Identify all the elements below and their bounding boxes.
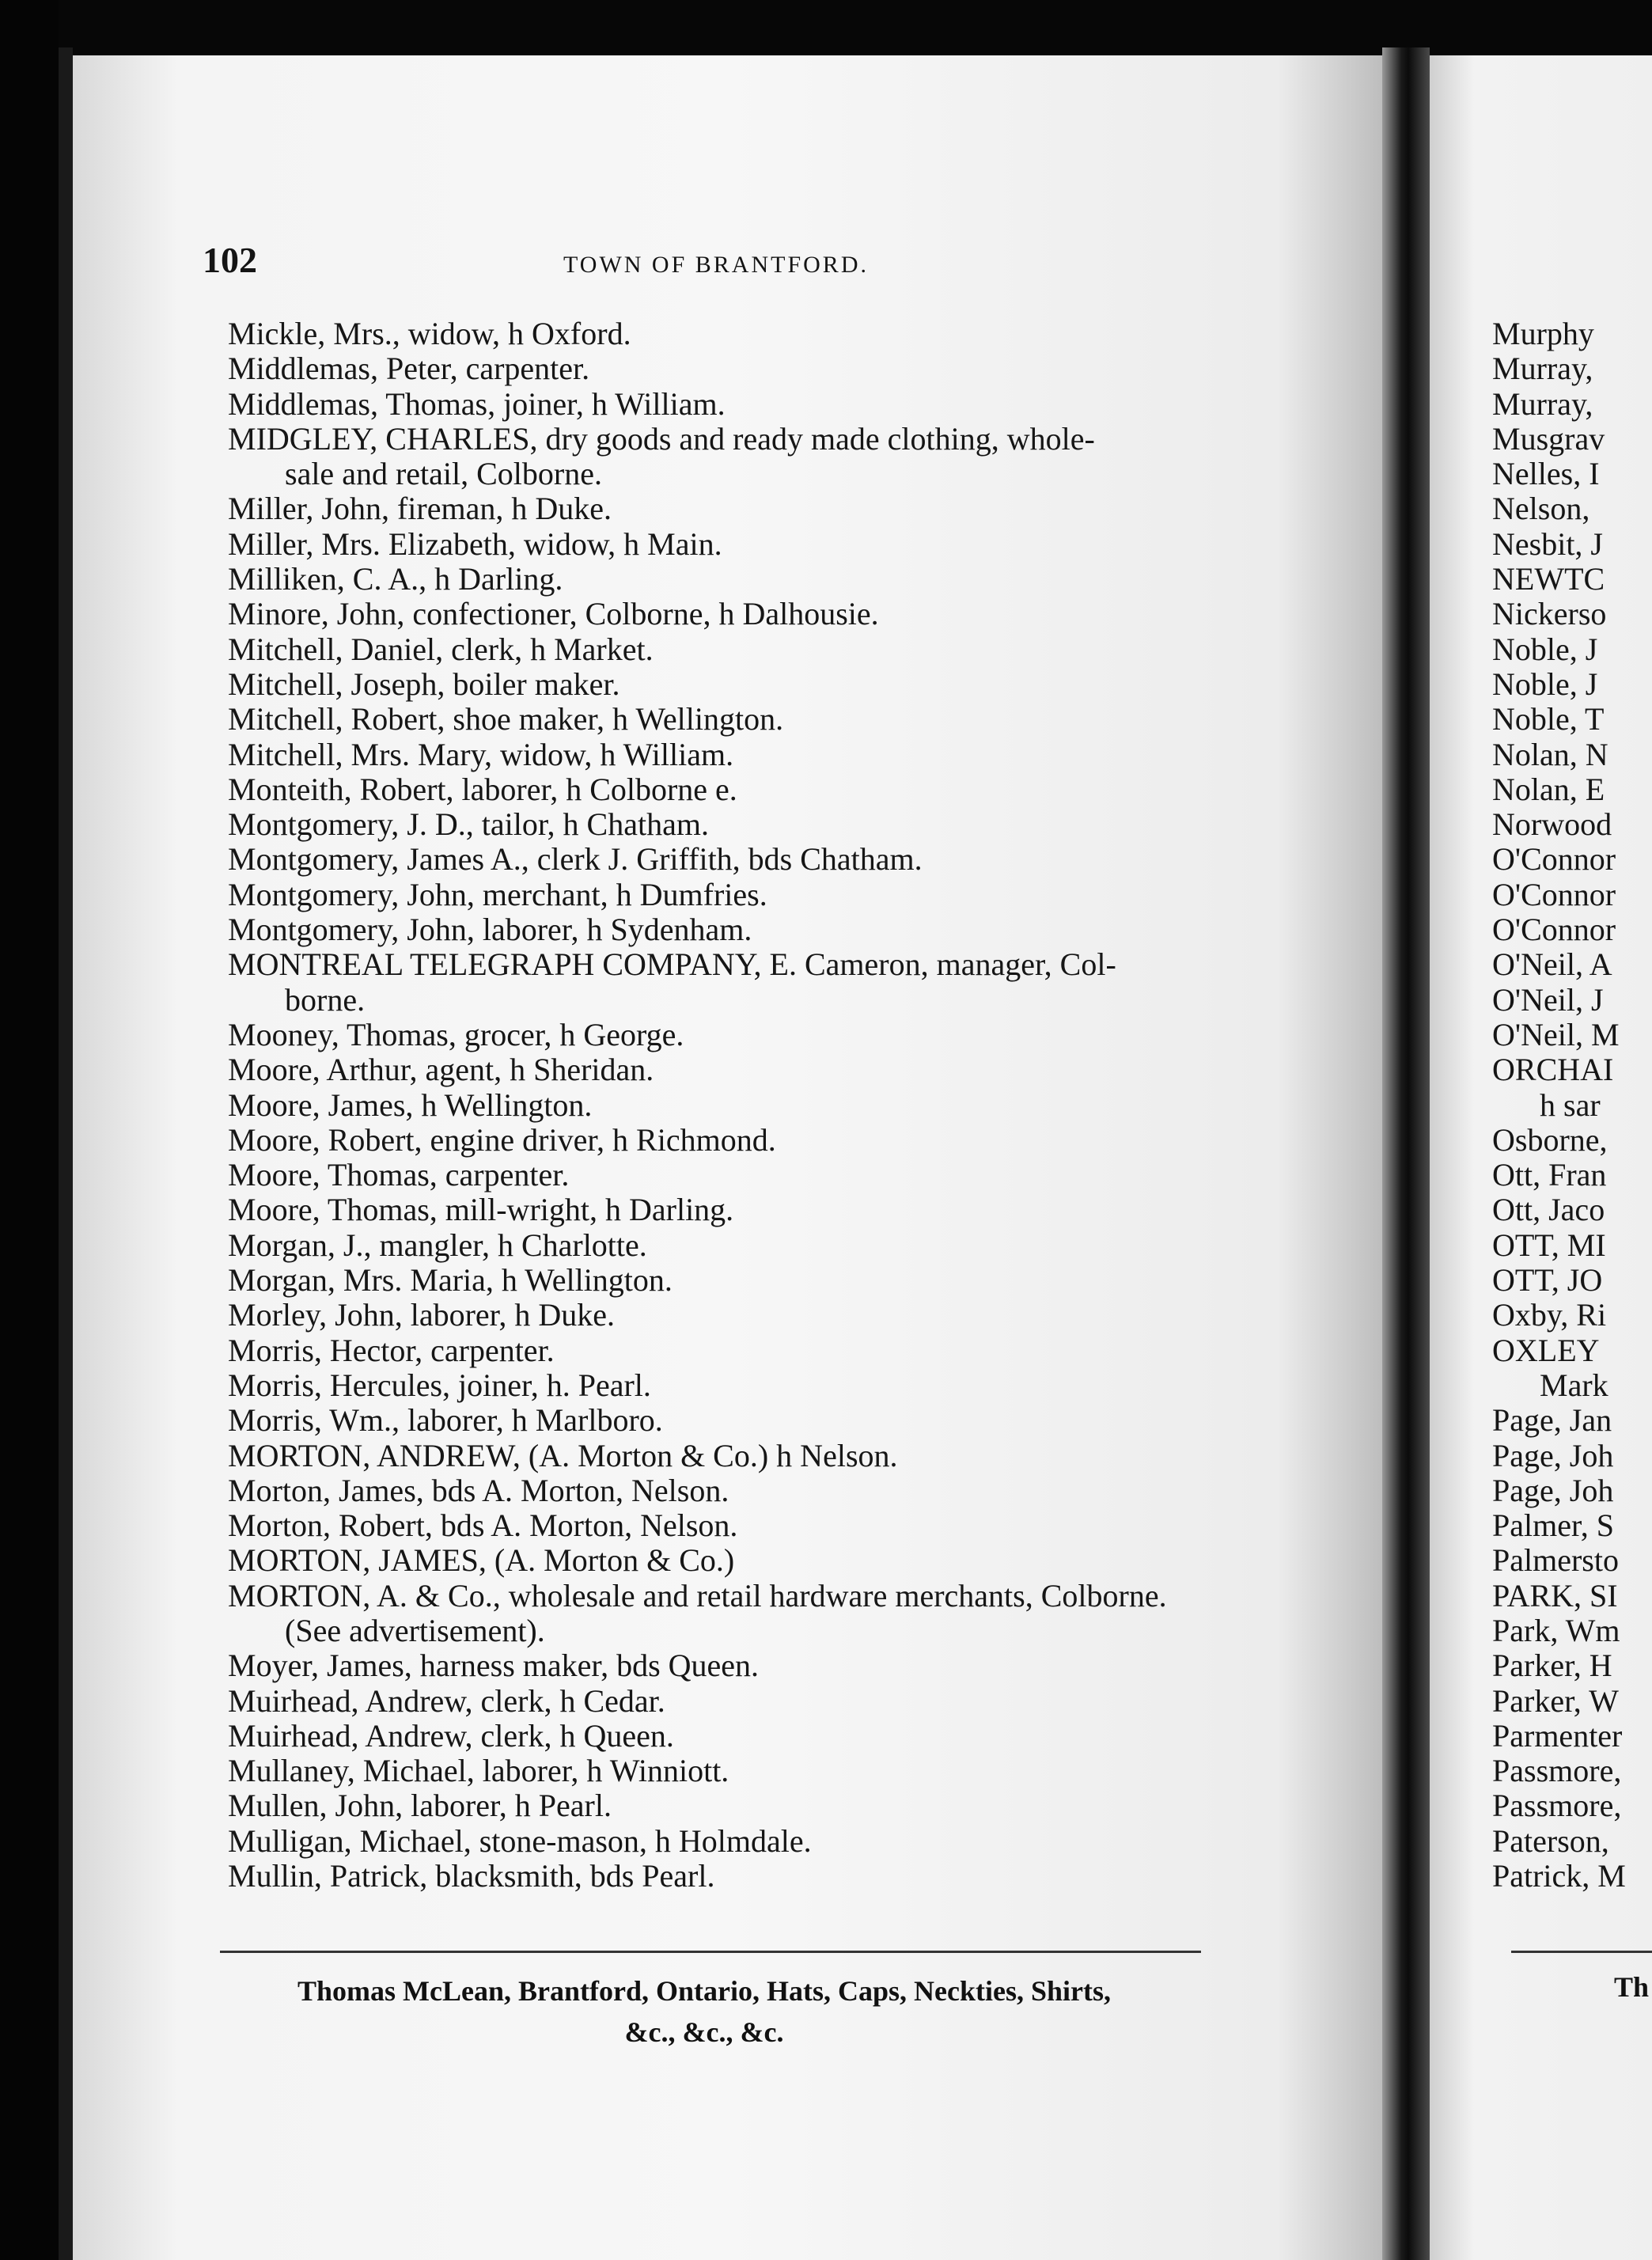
directory-entry: Morris, Hercules, joiner, h. Pearl.: [228, 1367, 651, 1403]
directory-entry: OTT, MI: [1492, 1227, 1606, 1263]
directory-entry: Nelson,: [1492, 491, 1590, 527]
directory-entry: O'Connor: [1492, 841, 1616, 878]
directory-entry: Murphy: [1492, 317, 1594, 351]
directory-entry: Page, Joh: [1492, 1472, 1614, 1508]
directory-entry: O'Neil, J: [1492, 981, 1604, 1018]
directory-entry: Moore, Arthur, agent, h Sheridan.: [228, 1052, 654, 1088]
directory-entry: Morgan, Mrs. Maria, h Wellington.: [228, 1262, 673, 1299]
directory-entry: Monteith, Robert, laborer, h Colborne e.: [228, 771, 737, 807]
directory-entry: Noble, J: [1492, 665, 1598, 702]
directory-entry: Nolan, E: [1492, 771, 1605, 807]
directory-entry: Osborne,: [1492, 1121, 1608, 1158]
directory-entry: Noble, T: [1492, 701, 1605, 738]
footer-rule: [220, 1951, 1201, 1953]
directory-entry: Nesbit, J: [1492, 525, 1603, 562]
directory-entry: Palmer, S: [1492, 1507, 1614, 1544]
directory-entry: Nolan, N: [1492, 736, 1608, 772]
footer-rule-right: [1511, 1951, 1652, 1953]
directory-entry: MIDGLEY, CHARLES, dry goods and ready made clothing, whole-: [228, 420, 1095, 457]
directory-entry: Milliken, C. A., h Darling.: [228, 561, 563, 597]
directory-entry: Mitchell, Daniel, clerk, h Market.: [228, 631, 654, 667]
directory-entry: MORTON, ANDREW, (A. Morton & Co.) h Nelson.: [228, 1437, 898, 1473]
directory-entry: Mulligan, Michael, stone-mason, h Holmdale.: [228, 1822, 812, 1859]
directory-entry: Miller, Mrs. Elizabeth, widow, h Main.: [228, 525, 722, 562]
directory-entry: Moore, Thomas, carpenter.: [228, 1157, 570, 1193]
directory-entry: Paterson,: [1492, 1822, 1609, 1859]
directory-entry: Parker, H: [1492, 1648, 1612, 1684]
directory-entry: Noble, J: [1492, 631, 1598, 667]
directory-entry: Nelles, I: [1492, 456, 1600, 492]
directory-entry: Mitchell, Robert, shoe maker, h Wellington.: [228, 701, 784, 738]
directory-entry: Middlemas, Peter, carpenter.: [228, 351, 590, 387]
directory-entry: Mickle, Mrs., widow, h Oxford.: [228, 316, 631, 351]
directory-entry: Montgomery, John, laborer, h Sydenham.: [228, 912, 752, 948]
directory-entry: Mullen, John, laborer, h Pearl.: [228, 1788, 612, 1824]
directory-entry: Montgomery, J. D., tailor, h Chatham.: [228, 806, 709, 843]
directory-entry: Morton, Robert, bds A. Morton, Nelson.: [228, 1507, 738, 1544]
directory-entry: Park, Wm: [1492, 1612, 1620, 1648]
directory-entry: Patrick, M: [1492, 1858, 1626, 1894]
directory-entry: Nickerso: [1492, 596, 1607, 632]
directory-entry: Morton, James, bds A. Morton, Nelson.: [228, 1472, 729, 1508]
directory-entry-continuation: (See advertisement).: [285, 1612, 545, 1648]
directory-entry-continuation: Mark: [1540, 1367, 1608, 1403]
directory-entry: Muirhead, Andrew, clerk, h Queen.: [228, 1717, 674, 1754]
directory-entry: Morgan, J., mangler, h Charlotte.: [228, 1227, 647, 1263]
directory-entry: O'Neil, A: [1492, 946, 1612, 983]
directory-entry: Palmersto: [1492, 1542, 1619, 1579]
directory-entry: Page, Jan: [1492, 1402, 1612, 1439]
directory-entry: Montgomery, John, merchant, h Dumfries.: [228, 876, 767, 912]
directory-entry: Ott, Fran: [1492, 1157, 1607, 1193]
directory-entry: Parker, W: [1492, 1682, 1619, 1719]
directory-entry: Page, Joh: [1492, 1437, 1614, 1473]
directory-entry: Passmore,: [1492, 1788, 1622, 1824]
directory-entry: O'Neil, M: [1492, 1016, 1620, 1052]
directory-entry: O'Connor: [1492, 876, 1616, 912]
directory-entry: O'Connor: [1492, 912, 1616, 948]
directory-entry: Musgrav: [1492, 420, 1605, 457]
directory-entry: Passmore,: [1492, 1753, 1622, 1789]
directory-entry: MONTREAL TELEGRAPH COMPANY, E. Cameron, manager, Col-: [228, 946, 1116, 983]
directory-entry: Mitchell, Mrs. Mary, widow, h William.: [228, 736, 734, 772]
directory-entry: Morris, Wm., laborer, h Marlboro.: [228, 1402, 663, 1439]
directory-entry: Moore, Robert, engine driver, h Richmond.: [228, 1121, 776, 1158]
directory-entry: Muirhead, Andrew, clerk, h Cedar.: [228, 1682, 665, 1719]
directory-entry: NEWTC: [1492, 561, 1605, 597]
directory-entry: Moyer, James, harness maker, bds Queen.: [228, 1648, 760, 1684]
directory-entry: OTT, JO: [1492, 1262, 1603, 1299]
directory-entries-right: [1492, 317, 1652, 1894]
directory-entry: Ott, Jaco: [1492, 1192, 1605, 1228]
directory-entry-continuation: borne.: [285, 981, 366, 1018]
directory-entry: Middlemas, Thomas, joiner, h William.: [228, 385, 726, 422]
directory-entry-continuation: h sar: [1540, 1086, 1601, 1123]
directory-entry: Murray,: [1492, 351, 1593, 387]
directory-entry: Moore, Thomas, mill-wright, h Darling.: [228, 1192, 734, 1228]
directory-entry: ORCHAI: [1492, 1052, 1614, 1088]
directory-entry: Morley, John, laborer, h Duke.: [228, 1297, 616, 1333]
directory-entry: MORTON, A. & Co., wholesale and retail hardware merchants, Colborne.: [228, 1577, 1167, 1613]
directory-entry: Morris, Hector, carpenter.: [228, 1332, 555, 1368]
directory-entry: Minore, John, confectioner, Colborne, h Dalhousie.: [228, 596, 879, 632]
directory-entry: MORTON, JAMES, (A. Morton & Co.): [228, 1542, 735, 1579]
directory-entry: Mullaney, Michael, laborer, h Winniott.: [228, 1753, 729, 1789]
footer-advertisement-fragment: Th: [1614, 1971, 1650, 2003]
directory-entry: Miller, John, fireman, h Duke.: [228, 491, 612, 527]
directory-entry: Montgomery, James A., clerk J. Griffith, bds Chatham.: [228, 841, 923, 878]
running-title: TOWN OF BRANTFORD.: [563, 252, 869, 278]
directory-entry: PARK, SI: [1492, 1577, 1618, 1613]
ad-line: Thomas McLean, Brantford, Ontario, Hats, Caps, Neckties, Shirts,: [297, 1975, 1111, 2007]
directory-entry: Mooney, Thomas, grocer, h George.: [228, 1016, 684, 1052]
directory-entry: Mitchell, Joseph, boiler maker.: [228, 665, 620, 702]
scan-left-margin: [0, 0, 59, 2260]
directory-entry: Mullin, Patrick, blacksmith, bds Pearl.: [228, 1858, 715, 1894]
directory-entry-continuation: sale and retail, Colborne.: [285, 456, 602, 492]
page-number: 102: [203, 240, 257, 280]
directory-entry: Moore, James, h Wellington.: [228, 1086, 593, 1123]
directory-entry: OXLEY: [1492, 1332, 1600, 1368]
ad-line: &c., &c., &c.: [624, 2016, 784, 2048]
directory-entry: Murray,: [1492, 385, 1593, 422]
directory-entry: Oxby, Ri: [1492, 1297, 1607, 1333]
book-gutter: [1382, 47, 1430, 2260]
footer-advertisement: [214, 1970, 1195, 2053]
directory-entries-left: [228, 317, 1233, 1894]
page-edge-shadow: [59, 47, 73, 2260]
directory-entry: Parmenter: [1492, 1717, 1623, 1754]
directory-entry: Norwood: [1492, 806, 1612, 843]
